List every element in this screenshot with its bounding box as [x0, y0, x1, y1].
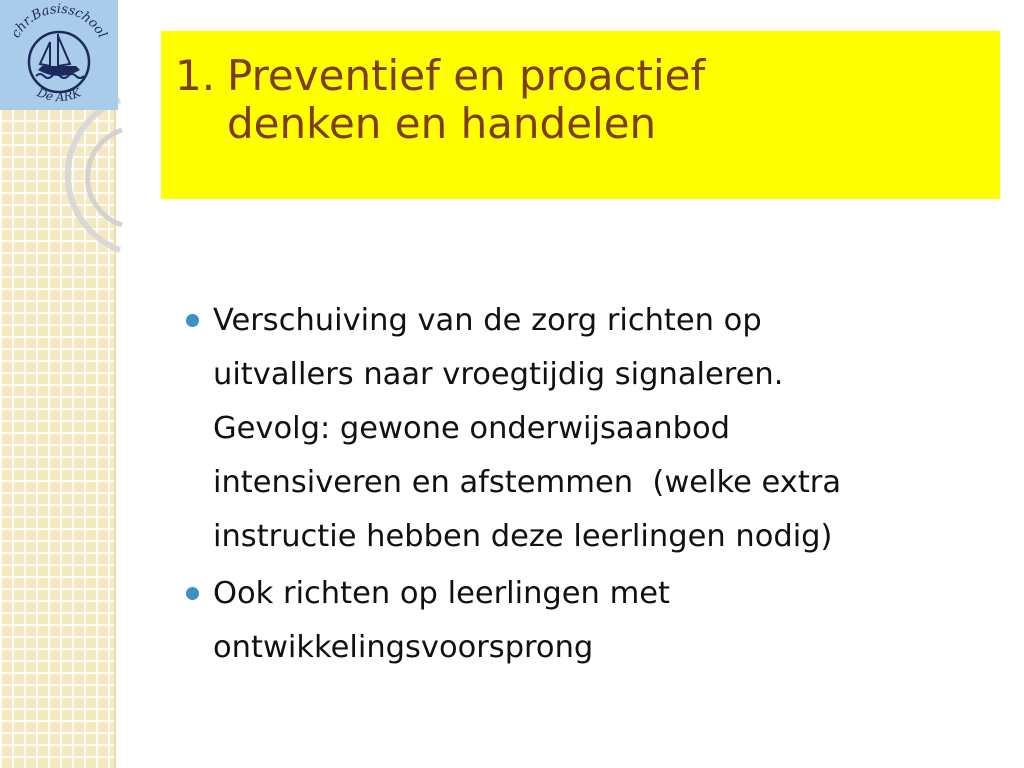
- title-line-1-text: Preventief en proactief: [227, 51, 706, 100]
- slide-title: [175, 52, 705, 148]
- title-line-2: denken en handelen: [227, 99, 657, 148]
- bullet-2-line-1: Ook richten op leerlingen met: [213, 576, 671, 611]
- ship-sail-1: [40, 42, 50, 66]
- bullet-icon: [186, 314, 199, 327]
- decorative-arcs: [0, 90, 130, 260]
- logo-text-top: chr.Basisschool: [8, 1, 110, 41]
- bullet-2-line-2: ontwikkelingsvoorsprong: [213, 630, 594, 665]
- inner-arc: [88, 130, 122, 225]
- list-item: [186, 294, 986, 564]
- school-logo: [0, 0, 118, 110]
- bullet-icon: [186, 587, 199, 600]
- bullet-list: [186, 294, 986, 678]
- outer-arc: [68, 100, 120, 250]
- title-number: 1.: [175, 51, 216, 100]
- list-item: [186, 567, 986, 675]
- bullet-1-line-1: Verschuiving van de zorg richten op: [213, 303, 762, 338]
- bullet-1-line-2: uitvallers naar vroegtijdig signaleren.: [213, 357, 784, 392]
- bullet-1-line-3: Gevolg: gewone onderwijsaanbod: [213, 411, 730, 446]
- bullet-1-line-5: instructie hebben deze leerlingen nodig): [213, 519, 833, 554]
- logo-text-bottom: De ARK: [35, 85, 83, 105]
- title-line-1: [175, 52, 705, 100]
- ship-sail-2: [58, 36, 70, 66]
- bullet-1-line-4: intensiveren en afstemmen (welke extra: [213, 465, 842, 500]
- school-logo-graphic: [0, 0, 118, 110]
